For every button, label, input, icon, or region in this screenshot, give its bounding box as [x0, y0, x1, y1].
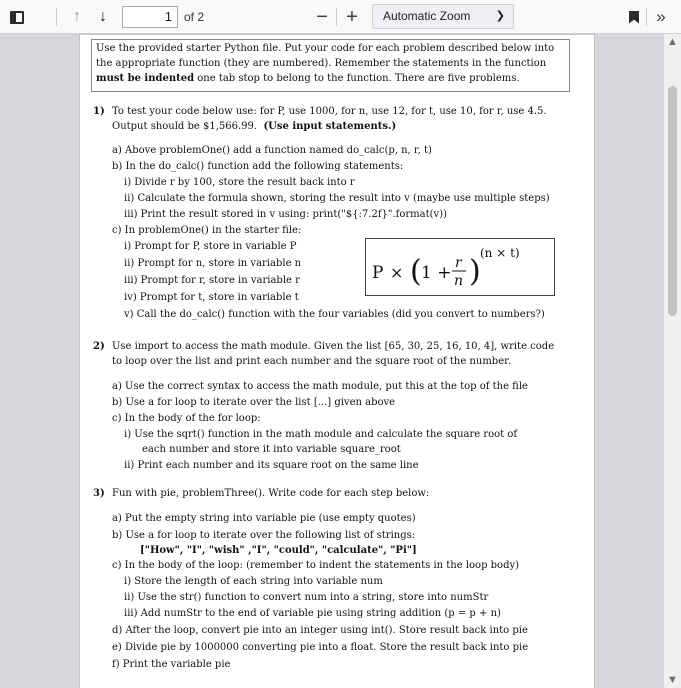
minus-icon[interactable]: −: [316, 5, 328, 28]
formula-times: ×: [390, 263, 404, 282]
step: b) In the do_calc() function add the following statements:: [112, 161, 404, 172]
substep: ii) Prompt for n, store in variable n: [124, 258, 302, 269]
arrow-up-icon[interactable]: ↑: [73, 8, 81, 25]
step: c) In the body of the for loop:: [112, 413, 261, 424]
pdf-page: [79, 34, 595, 688]
scroll-down-icon[interactable]: ▼: [667, 674, 678, 686]
chevron-down-icon: ❯: [495, 10, 505, 22]
substep: v) Call the do_calc() function with the four variables (did you convert to numbers?): [124, 309, 545, 320]
step: e) Divide pie by 1000000 converting pie into a float. Store the result back into pie: [112, 642, 529, 653]
double-chevron-right-icon[interactable]: »: [656, 7, 666, 26]
scroll-up-icon[interactable]: ▲: [667, 36, 678, 48]
toolbar-separator: [56, 8, 57, 26]
substep: iv) Prompt for t, store in variable t: [124, 292, 299, 303]
problem-1-line: [112, 119, 396, 134]
step: c) In problemOne() in the starter file:: [112, 225, 302, 236]
step: b) Use a for loop to iterate over the list [...] given above: [112, 397, 396, 408]
step: d) After the loop, convert pie into an integer using int(). Store result back into pie: [112, 625, 528, 636]
substep: i) Use the sqrt() function in the math module and calculate the square root of: [124, 429, 518, 440]
substep: i) Store the length of each string into variable num: [124, 576, 383, 587]
formula-one-plus: 1 +: [421, 263, 452, 283]
bookmark-icon[interactable]: [624, 6, 644, 28]
sidebar-toggle-icon[interactable]: [6, 6, 28, 28]
step: a) Put the empty string into variable pie (use empty quotes): [112, 513, 416, 524]
problem-1-number: 1): [93, 106, 105, 117]
zoom-value: Automatic Zoom: [383, 9, 471, 23]
intro-line: [96, 71, 565, 86]
intro-line: Use the provided starter Python file. Put your code for each problem described below into: [96, 43, 555, 54]
formula-graphic: [366, 239, 556, 297]
problem-3-line: Fun with pie, problemThree(). Write code for each step below:: [112, 488, 430, 499]
formula-paren-close: ): [469, 254, 481, 289]
string-list: ["How", "I", "wish" ,"I", "could", "calculate", "Pi"]: [140, 545, 417, 556]
formula-P: P: [372, 263, 384, 283]
compound-interest-formula: [365, 238, 555, 296]
substep: iii) Add numStr to the end of variable pie using string addition (p = p + n): [124, 608, 501, 619]
scroll-thumb[interactable]: [668, 86, 677, 316]
step: a) Use the correct syntax to access the math module, put this at the top of the file: [112, 381, 528, 392]
step: b) Use a for loop to iterate over the following list of strings:: [112, 530, 416, 541]
formula-exponent: (n × t): [480, 246, 520, 260]
page-total: of 2: [184, 10, 205, 24]
output-text: Output should be $1,566.99.: [112, 121, 258, 132]
substep: ii) Calculate the formula shown, storing the result into v (maybe use multiple steps): [124, 193, 550, 204]
intro-emphasis: must be indented: [96, 73, 195, 84]
formula-paren-open: (: [410, 254, 422, 289]
substep: i) Divide r by 100, store the result back into r: [124, 177, 355, 188]
toolbar-separator: [646, 8, 647, 26]
step: f) Print the variable pie: [112, 659, 231, 670]
substep-continuation: each number and store it into variable square_root: [142, 444, 401, 455]
problem-2-line: to loop over the list and print each number and the square root of the number.: [112, 356, 511, 367]
substep: i) Prompt for P, store in variable P: [124, 241, 297, 252]
intro-box: [91, 39, 570, 92]
problem-2-number: 2): [93, 341, 105, 352]
input-note: (Use input statements.): [263, 121, 397, 132]
substep: ii) Use the str() function to convert num into a string, store into numStr: [124, 592, 489, 603]
plus-icon[interactable]: +: [346, 5, 358, 28]
vertical-scrollbar[interactable]: [664, 34, 681, 688]
problem-3-number: 3): [93, 488, 105, 499]
problem-1-line: To test your code below use: for P, use 1000, for n, use 12, for t, use 10, for r, use 4.5.: [112, 106, 547, 117]
intro-line: the appropriate function (they are numbered). Remember the statements in the function: [96, 58, 547, 69]
step: c) In the body of the loop: (remember to indent the statements in the loop body): [112, 560, 520, 571]
formula-r: r: [455, 255, 462, 271]
pdf-viewer[interactable]: [0, 34, 681, 688]
toolbar-separator: [336, 8, 337, 26]
page-number-input[interactable]: 1: [122, 6, 178, 28]
pdf-toolbar: [0, 0, 681, 34]
zoom-select[interactable]: [372, 4, 514, 29]
substep: iii) Print the result stored in v using: print("${:7.2f}".format(v)): [124, 209, 447, 220]
substep: iii) Prompt for r, store in variable r: [124, 275, 300, 286]
substep: ii) Print each number and its square root on the same line: [124, 460, 419, 471]
intro-text: one tab stop to belong to the function. There are five problems.: [194, 73, 520, 84]
step: a) Above problemOne() add a function named do_calc(p, n, r, t): [112, 145, 432, 156]
arrow-down-icon[interactable]: ↓: [99, 8, 107, 25]
formula-n: n: [454, 273, 464, 289]
problem-2-line: Use import to access the math module. Given the list [65, 30, 25, 16, 10, 4], write code: [112, 341, 555, 352]
